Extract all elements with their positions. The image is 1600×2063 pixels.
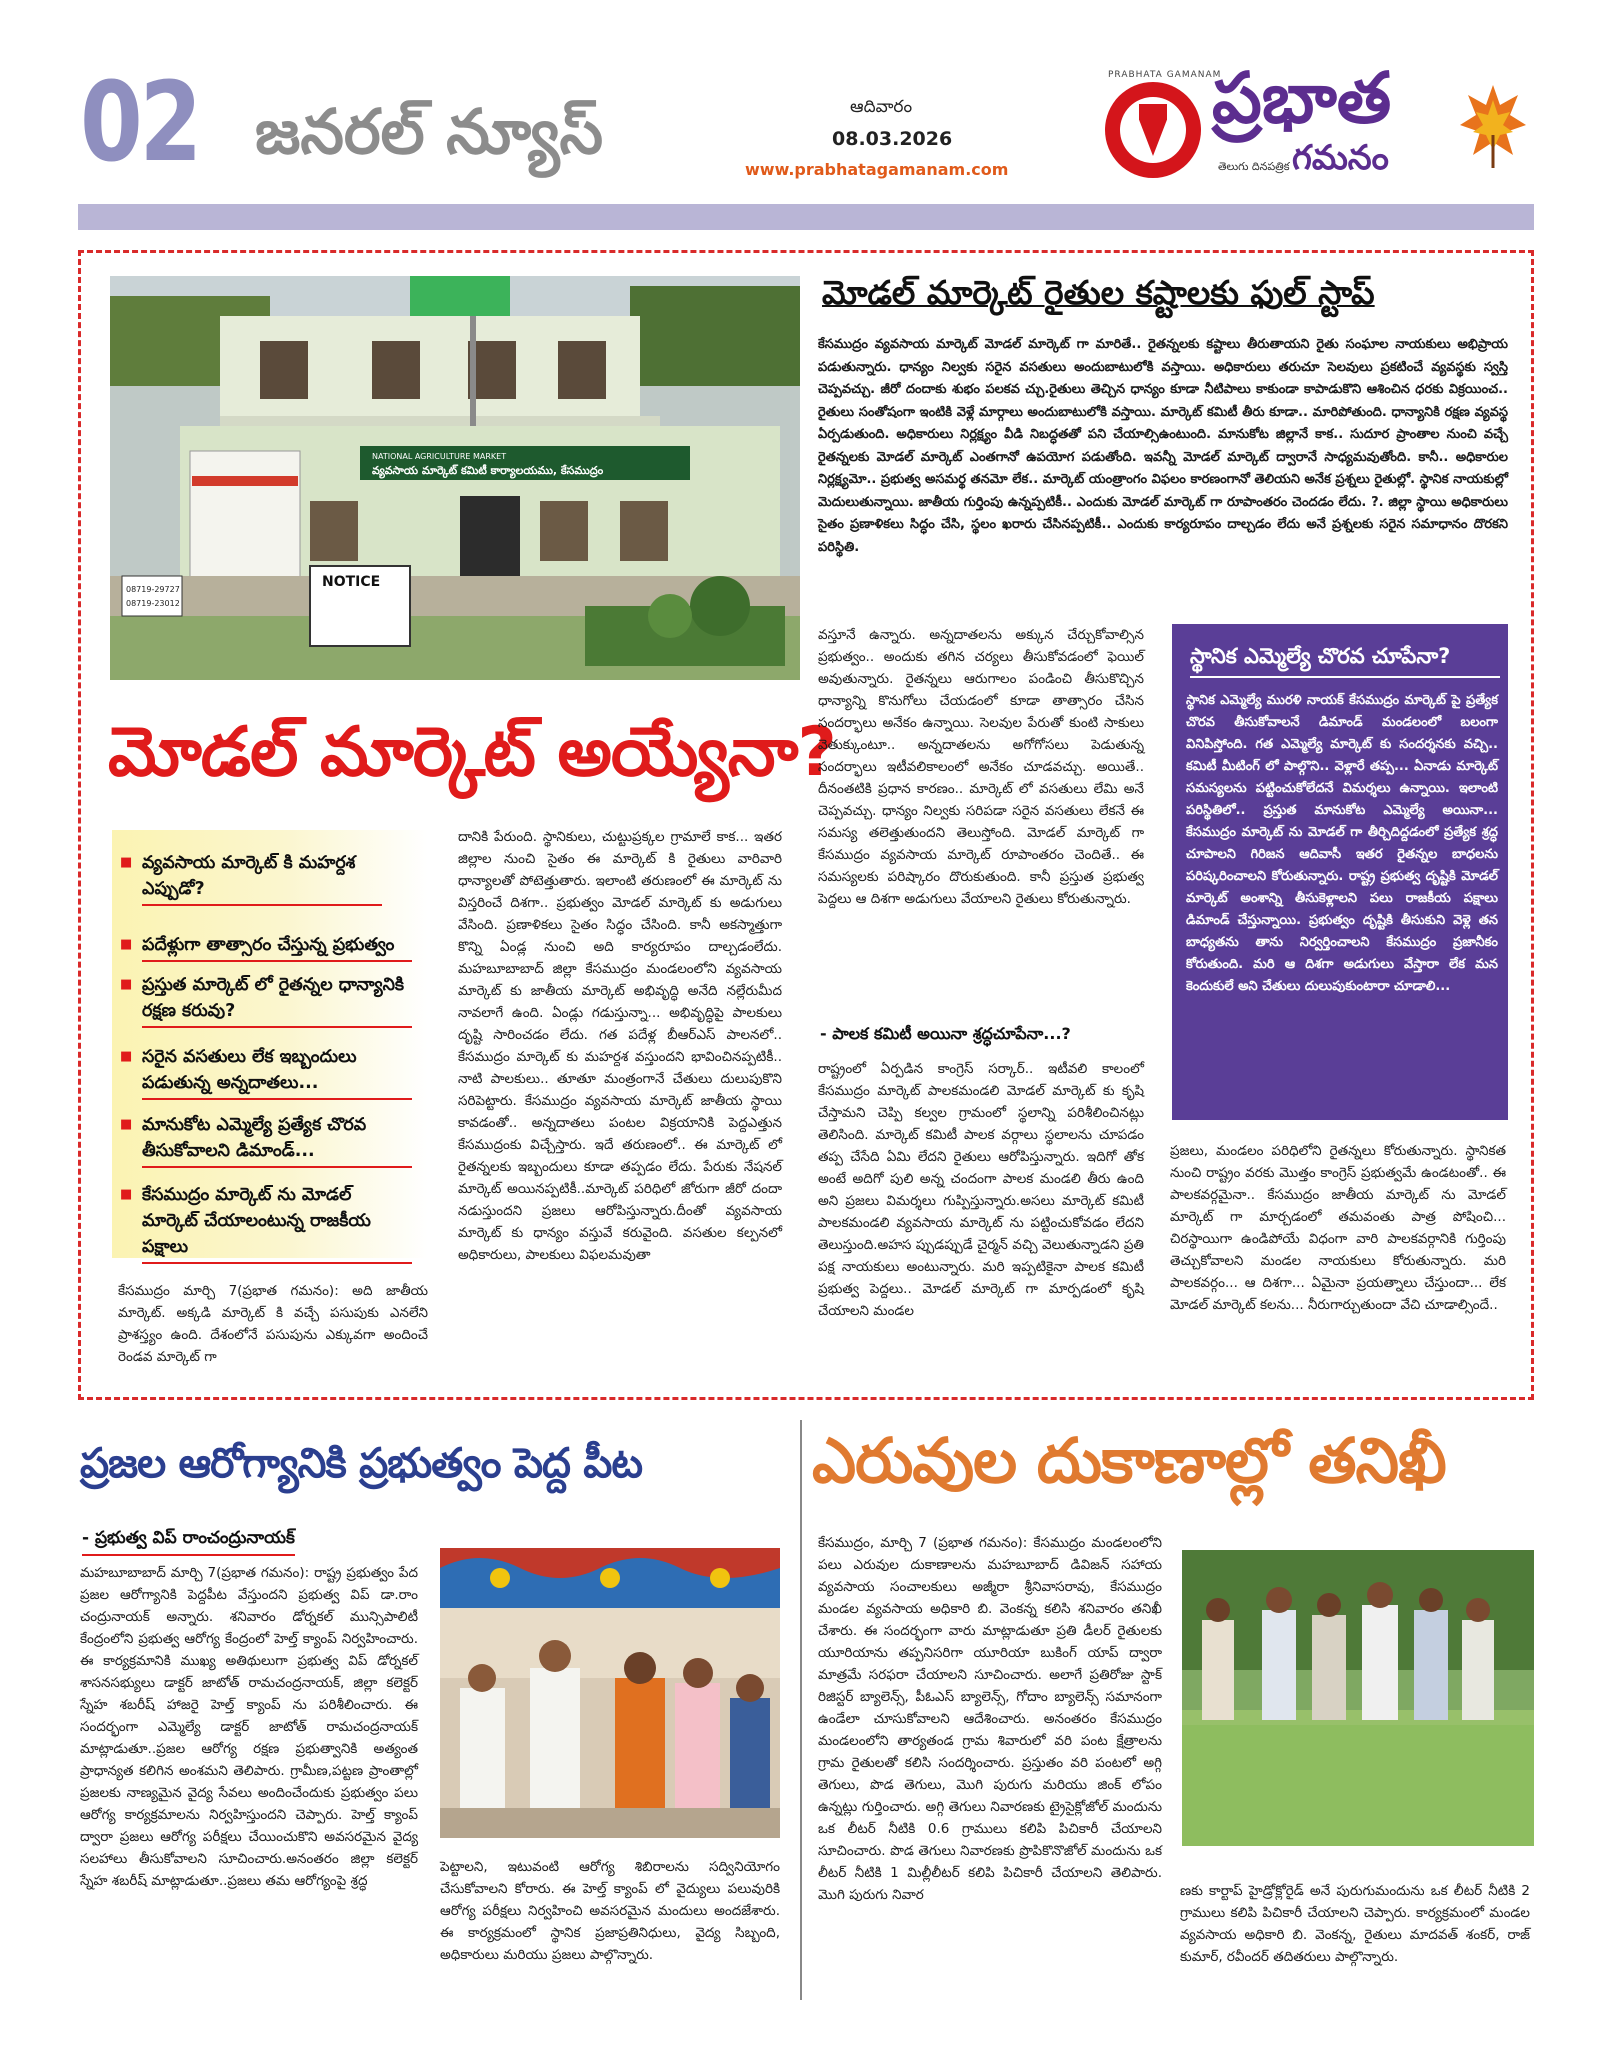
highlight-item: ■ మానుకోట ఎమ్మెల్యే ప్రత్యేక చొరవ తీసుకోవాలని డిమాండ్... (142, 1112, 412, 1168)
lead-headline-right: మోడల్ మార్కెట్ రైతుల కష్టాలకు ఫుల్ స్టాప్ (822, 273, 1375, 312)
header-divider-bar (78, 204, 1534, 230)
lead-column-4: ప్రజలు, మండలం పరిధిలోని రైతన్నలు కోరుతున్నారు. స్థానికత నుంచి రాష్ట్రం వరకు మొత్తం కాంగ్రెస్ ప్రభుత్వమే ఉండటంతో.. ఈ పాలకవర్గమైనా.. కేసముద్రం జాతీయ మార్కెట్ ను మోడల్ మార్కెట్ గా మార్చడంలో తమవంతు పాత్ర పోషించి... చిరస్థాయిగా ఉండిపోయే విధంగా వారి పాలకవర్గానికి గుర్తింపు తెచ్చుకోవాలని మండల నాయకులు కోరుతున్నారు. మరి పాలకవర్గం... ఆ దిశగా... ఏమైనా ప్రయత్నాలు చేస్తుందా... లేక మోడల్ మార్కెట్ కలను... నీరుగార్చుతుందా వేచి చూడాల్సిందే.. (1170, 1143, 1506, 1313)
website-link[interactable]: www.prabhatagamanam.com (745, 160, 1009, 179)
issue-day: ఆదివారం (850, 97, 913, 117)
health-camp-illustration (440, 1548, 780, 1838)
section-title: జనరల్ న్యూస్ (255, 95, 604, 168)
fertilizer-headline: ఎరువుల దుకాణాల్లో తనిఖీ (812, 1424, 1446, 1497)
banner-text: NATIONAL AGRICULTURE MARKET (372, 452, 507, 461)
lead-column-1: కేసముద్రం మార్చి 7(ప్రభాత గమనం): అది జాతీయ మార్కెట్. అక్కడి మార్కెట్ కి వచ్చే పసుపుకు ఎనలేని ప్రాశస్త్యం ఉంది. దేశంలోనే పసుపును ఎక్కువగా అందించే రెండవ మార్కెట్ గా (118, 1283, 428, 1365)
lead-column-2: దానికి పేరుంది. స్థానికులు, చుట్టుప్రక్కల గ్రామాలే కాక... ఇతర జిల్లాల నుంచి సైతం ఈ మార్కెట్ కి రైతులు వారివారి ధాన్యాలతో పోటెత్తుతారు. ఇలాంటి తరుణంలో ఈ మార్కెట్ ను విస్తరించే దిశగా.. ప్రభుత్వం మోడల్ మార్కెట్ కు అడుగులు వేసింది. ప్రణాళికలు సైతం సిద్ధం చేసింది. కానీ అకస్మాత్తుగా కొన్ని ఏండ్ల నుంచి అది కార్యరూపం దాల్చడంలేదు. మహబూబాబాద్ జిల్లా కేసముద్రం మండలంలోని వ్యవసాయ మార్కెట్ కు జాతీయ మార్కెట్ అభివృద్ధి అనేది నల్లేరుమీద నావలాగే ఉంది. ఏండ్లు గడుస్తున్నా... అభివృద్ధిపై పాలకులు దృష్టి సారించడం లేదు. గత పదేళ్ల బీఆర్ఎస్ పాలనలో.. కేసముద్రం మార్కెట్ కు మహర్దశ వస్తుందని భావించినప్పటికీ.. నాటి పాలకులు.. తూతూ మంత్రంగానే చేతులు దులుపుకొని సరిపెట్టారు. కేసముద్రం వ్యవసాయ మార్కెట్ జాతీయ స్థాయి కావడంతో.. అన్నదాతలు పంటల విక్రయానికి పెద్దఎత్తున కేసముద్రంకు విచ్చేస్తారు. ఇదే తరుణంలో.. ఈ మార్కెట్ లో రైతన్నలకు ఇబ్బందులు కూడా తప్పడం లేదు. పేరుకు నేషనల్ మార్కెట్ అయినప్పటికీ..మార్కెట్ పరిధిలో జోరుగా జీరో దందా నడుస్తుందని ప్రజలు ఆరోపిస్తున్నారు.దీంతో వ్యవసాయ మార్కెట్ కు ధాన్యం వస్తువే కరువైంది. వసతుల కల్పనలో అధికారులు, పాలకులు విఫలమవుతా (458, 829, 782, 1263)
health-byline: - ప్రభుత్వ విప్ రాంచంద్రునాయక్ (82, 1528, 295, 1556)
highlight-item: ■ ప్రస్తుత మార్కెట్ లో రైతన్నల ధాన్యానికి రక్షణ కరువు? (142, 972, 412, 1028)
lead-column-3b: రాష్ట్రంలో ఏర్పడిన కాంగ్రెస్ సర్కార్.. ఇటీవలి కాలంలో కేసముద్రం మార్కెట్ పాలకమండలి మోడల్ మార్కెట్ కు కృషి చేస్తామని చెప్పి కల్వల గ్రామంలో స్థలాన్ని పరిశీలించినట్లు తెలిసింది. మార్కెట్ కమిటీ పాలక వర్గాలు స్థలాలను చూపడం తప్ప చేసేది ఏమి లేదని రైతులు ఆరోపిస్తున్నారు. ఇదిగో తోక అంటే అదిగో పులి అన్న చందంగా పాలక మండలి తీరు ఉంది అని ప్రజలు విమర్శలు గుప్పిస్తున్నారు.అసలు మార్కెట్ కమిటీ పాలకమండలి వ్యవసాయ మార్కెట్ ను పట్టించుకోవడం లేదని తెలుస్తుంది.అహస ప్పుడప్పుడే చైర్మన్ వచ్చి వెలుతున్నాడని ప్రతి పక్ష నాయకులు అంటున్నారు. మరి ఇప్పటికైనా పాలక కమిటీ ప్రభుత్వ పెద్దలు.. మోడల్ మార్కెట్ గా మార్పడంలో కృషి చేయాలని మండల (818, 1061, 1144, 1319)
health-headline: ప్రజల ఆరోగ్యానికి ప్రభుత్వం పెద్ద పీట (80, 1439, 642, 1487)
banner-telugu-text: వ్యవసాయ మార్కెట్ కమిటీ కార్యాలయము, కేసముద్రం (372, 464, 604, 477)
phone-sign-2: 08719-23012 (126, 599, 180, 608)
market-building-photo (110, 276, 800, 680)
paddy-field-inspection-photo (1182, 1550, 1534, 1846)
phone-sign-1: 08719-29727 (126, 585, 180, 594)
highlight-item: ■ పదేళ్లుగా తాత్సారం చేస్తున్న ప్రభుత్వం (142, 932, 412, 962)
mla-sidebar-text: స్థానిక ఎమ్మెల్యే మురళి నాయక్ కేసముద్రం మార్కెట్ పై ప్రత్యేక చొరవ తీసుకోవాలనే డిమాండ్ మండలంలో బలంగా వినిపిస్తోంది. గత ఎమ్మెల్యే మార్కెట్ కు సందర్శనకు వచ్చి.. కమిటీ మీటింగ్ లో పాల్గొని.. వెళ్లారే తప్ప... ఏనాడు మార్కెట్ సమస్యలను పట్టించుకోలేదనే విమర్శలు ఉన్నాయి. ఇలాంటి పరిస్థితిలో.. ప్రస్తుత మానుకోట ఎమ్మెల్యే అయినా... కేసముద్రం మార్కెట్ ను మోడల్ గా తీర్చిదిద్దడంలో ప్రత్యేక శ్రద్ధ చూపాలని గిరిజన ఆదివాసీ ఇతర రైతన్నల బాధలను పరిష్కరించాలని కోరుతున్నారు. రాష్ట్ర ప్రభుత్వ దృష్టికి మోడల్ మార్కెట్ అంశాన్ని తీసుకెళ్లాలని పలు రాజకీయ పక్షాలు డిమాండ్ చేస్తున్నాయి. ప్రభుత్వం దృష్టికి తీసుకుని వెళ్లె తన బాధ్యతను తాను నిర్వర్తించాలని కేసముద్రం ప్రజానీకం కోరుతుంది. మరి ఆ దిశగా అడుగులు వేస్తారా లేక మన కెందుకులే అని చేతులు దులుపుకుంటారా చూడాలి... (1186, 693, 1498, 994)
lead-main-headline: మోడల్ మార్కెట్ అయ్యేనా? (108, 713, 836, 792)
highlight-item: ■ కేసముద్రం మార్కెట్ ను మోడల్ మార్కెట్ చేయాలంటున్న రాజకీయ పక్షాలు (142, 1182, 412, 1264)
page-number: 02 (80, 58, 199, 186)
lead-intro-paragraph: కేసముద్రం వ్యవసాయ మార్కెట్ మోడల్ మార్కెట్ గా మారితే.. రైతన్నలకు కష్టాలు తీరుతాయని రైతు సంఘాల నాయకులు అభిప్రాయ పడుతున్నారు. ధాన్యం నిల్వకు సరైన వసతులు అందుబాటులోకి వస్తాయి. అధికారులు తరుచూ సెలవులు ప్రకటించే వ్యవస్థకు స్వస్తి చెప్పవచ్చు. జీరో దందాకు శుభం పలకవ చ్చు.రైతులు తెచ్చిన ధాన్యం కూడా నీటిపాలు కాకుండా కాపాడుకొని ఆశించిన ధరకు విక్రయించ.. రైతులు సంతోషంగా ఇంటికి వెళ్లే మార్గాలు అందుబాటులోకి వస్తాయి. మార్కెట్ కమిటీ తీరు కూడా.. మారిపోతుంది. ధాన్యానికి రక్షణ వ్యవస్థ ఏర్పడుతుంది. అధికారులు నిర్లక్ష్యం వీడి నిబద్ధతతో పని చేయాల్సిఉంటుంది. మానుకోట జిల్లానే కాక.. సుదూర ప్రాంతాల నుంచి వచ్చే రైతన్నలకు మోడల్ మార్కెట్ ఎంతగానో ఉపయోగ పడుతోంది. ఇవన్నీ మోడల్ మార్కెట్ ద్వారానే సాధ్యమవుతోంది. కానీ.. అధికారుల నిర్లక్ష్యమో.. ప్రభుత్వ అసమర్థ తనమో లేక.. మార్కెట్ యంత్రాంగం విఫలం కారణంగానో తెలియని అనేక ప్రశ్నలు రైతుల్లో. స్థానిక నాయకుల్లో మెదులుతున్నాయి. జాతీయ గుర్తింపు ఉన్నప్పటికీ.. ఎందుకు మోడల్ మార్కెట్ గా రూపాంతరం చెందడం లేదు. ?. జిల్లా స్థాయి అధికారులు సైతం ప్రణాళికలు సిద్ధం చేసి, స్థలం ఖరారు చేసినప్పటికీ.. ఎందుకు కార్యరూపం దాల్చడం లేదు అనే ప్రశ్నలకు సరైన సమాధానం దొరకని పరిస్థితి. (818, 337, 1508, 555)
mla-sidebar-title: స్థానిక ఎమ్మెల్యే చొరవ చూపేనా? (1190, 640, 1500, 678)
notice-sign-text: NOTICE (322, 574, 381, 590)
highlight-item: ■ వ్యవసాయ మార్కెట్ కి మహర్దశ ఎప్పుడో? (142, 850, 382, 906)
highlights-box (112, 830, 428, 1258)
logo-ring-text: PRABHATA GAMANAM (1108, 70, 1222, 80)
lead-column-3: వస్తూనే ఉన్నారు. అన్నదాతలను అక్కున చేర్చుకోవాల్సిన ప్రభుత్వం.. అందుకు తగిన చర్యలు తీసుకోవడంలో ఫెయిల్ అవుతున్నారు. రైతన్నలు ఆరుగాలం పండించి తీసుకొచ్చిన ధాన్యాన్ని కొనుగోలు చేయడంలో కూడా తాత్సారం చేసిన సందర్భాలు అనేకం ఉన్నాయి. సెలవుల పేరుతో కుంటి సాకులు వెతుక్కుంటూ.. అన్నదాతలను అగోగోసలు పెడుతున్న సందర్భాలు ఇటీవలికాలంలో అనేకం చూడవచ్చు. అయితే.. దీనంతటికి ప్రధాన కారణం.. మార్కెట్ లో వసతులు లేమి అనే చెప్పవచ్చు. ధాన్యం నిల్వకు సరిపడా సరైన వసతులు లేకనే ఈ సమస్య తలెత్తుతుందని తెలుస్తోంది. మోడల్ మార్కెట్ గా కేసముద్రం వ్యవసాయ మార్కెట్ రూపాంతరం చెందితే.. ఈ సమస్యలకు పరిష్కారం దొరుకుతుంది. కానీ ప్రస్తుత ప్రభుత్వ పెద్దలు ఆ దిశగా అడుగులు వేయాలని రైతులు కోరుతున్నారు. (818, 627, 1144, 907)
fertilizer-column-1: కేసముద్రం, మార్చి 7 (ప్రభాత గమనం): కేసముద్రం మండలంలోని పలు ఎరువుల దుకాణాలను మహబూబాద్ డివిజన్ సహాయ వ్యవసాయ సంచాలకులు అజ్మీరా శ్రీనివాసరావు, కేసముద్రం మండల వ్యవసాయ అధికారి బి. వెంకన్న కలిసి శనివారం తనిఖీ చేశారు. ఈ సందర్భంగా వారు మాట్లాడుతూ ప్రతి డీలర్ రైతులకు యూరియాను తప్పనిసరిగా యూరియా బుకింగ్ యాప్ ద్వారా మాత్రమే సరఫరా చేయాలని సూచించారు. అలాగే ప్రతిరోజు స్టాక్ రిజిస్టర్ బ్యాలెన్స్, పీఓఎస్ బ్యాలెన్స్, గోదాం బ్యాలెన్స్ సమానంగా ఉండేలా చూసుకోవాలని ఆదేశించారు. అనంతరం కేసముద్రం మండలంలోని తార్యతండ గ్రామ శివారులో వరి పంట క్షేత్రాలను గ్రామ రైతులతో కలిసి సందర్శించారు. ప్రస్తుతం వరి పంటలో అగ్గి తెగులు, పొడ తెగులు, మొగి పురుగు మరియు జింక్ లోపం ఉన్నట్లు గుర్తించారు. అగ్గి తెగులు నివారణకు ట్రైసైక్లోజోల్ మందును ఒక లీటర్ నీటికి 0.6 గ్రాములు కలిపి పిచికారీ చేయాలని సూచించారు. పొడ తెగులు నివారణకు ప్రొపికొనొజోల్ మందును ఒక లీటర్ నీటికి 1 మిల్లీలీటర్ కలిపి పిచికారీ చేయాలని తెలిపారు. మొగి పురుగు నివార (818, 1535, 1162, 1903)
issue-date: 08.03.2026 (832, 128, 953, 150)
health-column-2: పెట్టాలని, ఇటువంటి ఆరోగ్య శిబిరాలను సద్వినియోగం చేసుకోవాలని కోరారు. ఈ హెల్త్ క్యాంప్ లో వైద్యులు పలువురికి ఆరోగ్య పరీక్షలు నిర్వహించి అవసరమైన మందులు అందజేశారు. ఈ కార్యక్రమంలో స్థానిక ప్రజాప్రతినిధులు, వైద్య సిబ్బంది, అధికారులు మరియు ప్రజలు పాల్గొన్నారు. (440, 1859, 780, 1963)
market-building-illustration (110, 276, 800, 680)
health-camp-photo (440, 1548, 780, 1838)
highlight-item: ■ సరైన వసతులు లేక ఇబ్బందులు పడుతున్న అన్నదాతలు... (142, 1044, 412, 1100)
autumn-leaf-icon (1458, 80, 1528, 170)
lead-subheading: - పాలక కమిటీ అయినా శ్రద్ధచూపేనా...? (820, 1024, 1071, 1043)
masthead-logo: ప్రభాత (1212, 57, 1392, 139)
masthead-tagline: తెలుగు దినపత్రిక (1218, 160, 1290, 173)
fertilizer-column-2: ణకు కార్టాప్ హైడ్రోక్లోరైడ్ అనే పురుగుమందును ఒక లీటర్ నీటికి 2 గ్రాములు కలిపి పిచికారీ చేయాలని చెప్పారు. కార్యక్రమంలో మండల వ్యవసాయ అధికారి బి. వెంకన్న, రైతులు మాదవత్ శంకర్, రాజ్ కుమార్, రవీందర్ తదితరులు పాల్గొన్నారు. (1180, 1883, 1530, 1965)
column-divider (800, 1420, 802, 2000)
masthead-logo-sub: గమనం (1292, 138, 1389, 178)
paddy-field-illustration (1182, 1550, 1534, 1846)
health-column-1: మహబూబాబాద్ మార్చి 7(ప్రభాత గమనం): రాష్ట్ర ప్రభుత్వం పేద ప్రజల ఆరోగ్యానికి పెద్దపీట వేస్తుందని ప్రభుత్వ విప్ డా.రాం చంద్రునాయక్ అన్నారు. శనివారం డోర్నకల్ మున్సిపాలిటీ కేంద్రంలోని ప్రభుత్వ ఆరోగ్య కేంద్రంలో హెల్త్ క్యాంప్ నిర్వహించారు. ఈ కార్యక్రమానికి ముఖ్య అతిథులుగా ప్రభుత్వ విప్ డోర్నకల్ శాసనసభ్యులు డాక్టర్ జాటోత్ రామచంద్రనాయక్, జిల్లా కలెక్టర్ స్నేహ శబరీష్ హాజరై హెల్త్ క్యాంప్ ను పరిశీలించారు. ఈ సందర్భంగా ఎమ్మెల్యే డాక్టర్ జాటోత్ రామచంద్రనాయక్ మాట్లాడుతూ..ప్రజల ఆరోగ్య రక్షణ ప్రభుత్వానికి అత్యంత ప్రాధాన్యత కలిగిన అంశమని తెలిపారు. గ్రామీణ,పట్టణ ప్రాంతాల్లో ప్రజలకు నాణ్యమైన వైద్య సేవలు అందించేందుకు ప్రభుత్వం పలు ఆరోగ్య కార్యక్రమాలను నిర్వహిస్తుందని చెప్పారు. హెల్త్ క్యాంప్ ద్వారా ప్రజలు ఆరోగ్య పరీక్షలు చేయించుకొని అవసరమైన వైద్య సలహాలు తీసుకోవాలని సూచించారు.అనంతరం జిల్లా కలెక్టర్ స్నేహ శబరీష్ మాట్లాడుతూ..ప్రజలు తమ ఆరోగ్యంపై శ్రద్ధ (80, 1565, 418, 1889)
